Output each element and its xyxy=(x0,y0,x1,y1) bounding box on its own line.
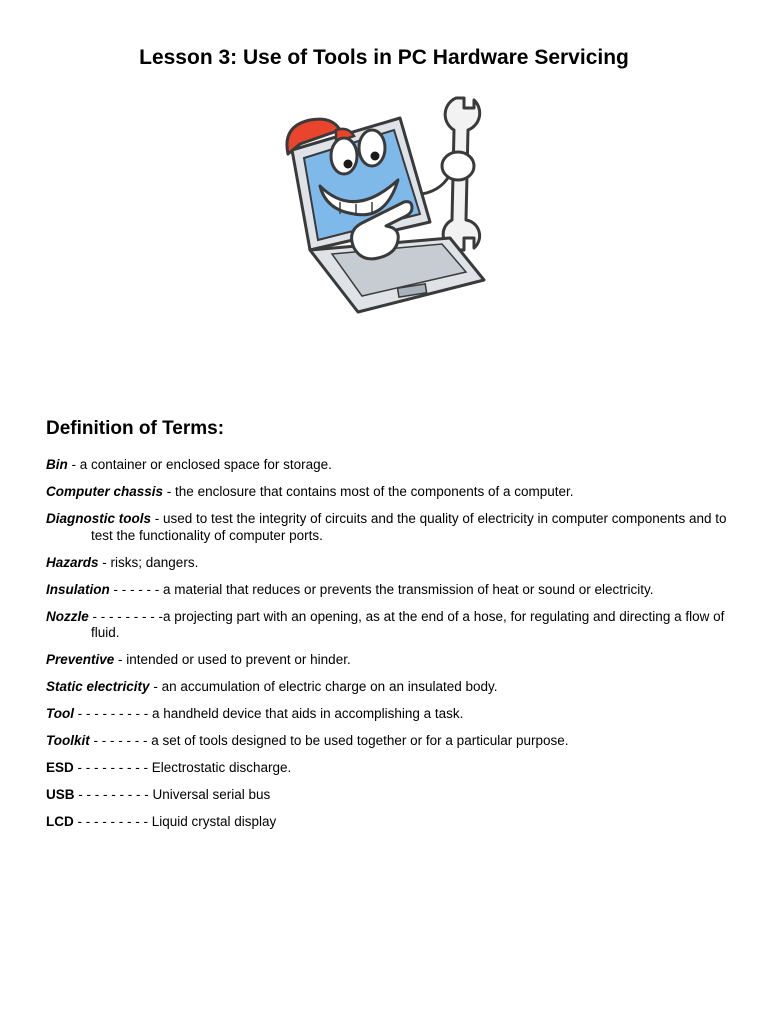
term-item xyxy=(46,484,736,501)
term-name: Insulation xyxy=(46,581,110,597)
term-definition: used to test the integrity of circuits and the quality of electricity in computer components and to test the functionality of computer ports. xyxy=(91,511,727,543)
term-item xyxy=(46,555,736,572)
laptop-base xyxy=(310,238,484,312)
term-item xyxy=(46,609,736,642)
term-definition: intended or used to prevent or hinder. xyxy=(126,652,351,667)
term-separator: - xyxy=(98,554,111,570)
term-definition: a projecting part with an opening, as at the end of a hose, for regulating and directing a flow of fluid. xyxy=(91,608,725,640)
term-definition: a material that reduces or prevents the transmission of heat or sound or electricity. xyxy=(162,581,654,597)
term-separator: - xyxy=(163,484,176,499)
term-separator: - - - - - - - - - xyxy=(73,760,152,775)
term-item xyxy=(46,679,736,696)
term-name: Computer chassis xyxy=(46,484,164,499)
term-item xyxy=(46,760,736,777)
term-separator: - - - - - - xyxy=(109,581,163,597)
term-name: Toolkit xyxy=(46,733,90,748)
term-definition: a set of tools designed to be used together or for a particular purpose. xyxy=(151,733,569,748)
term-separator: - xyxy=(151,511,164,526)
term-definition: Electrostatic discharge. xyxy=(151,760,292,775)
term-name: Bin xyxy=(46,457,68,472)
term-name: Static electricity xyxy=(46,679,150,694)
term-separator: - xyxy=(67,457,80,472)
term-name: Hazards xyxy=(46,554,99,570)
term-definition: an accumulation of electric charge on an insulated body. xyxy=(161,679,498,694)
term-item xyxy=(46,814,736,831)
term-definition: a container or enclosed space for storage. xyxy=(79,457,332,472)
term-name: Tool xyxy=(46,706,74,721)
term-separator: - - - - - - - - - xyxy=(74,787,153,802)
section-heading: Definition of Terms: xyxy=(46,418,225,439)
term-name: Diagnostic tools xyxy=(46,511,152,526)
terms-list xyxy=(46,457,736,841)
term-definition: risks; dangers. xyxy=(110,554,199,570)
term-separator: - xyxy=(114,652,127,667)
term-name: Nozzle xyxy=(46,608,89,624)
term-separator: - - - - - - - - - xyxy=(74,706,152,721)
term-definition: Liquid crystal display xyxy=(151,814,277,829)
term-separator: - xyxy=(149,679,162,694)
term-separator: - - - - - - - - - xyxy=(88,608,163,624)
term-item xyxy=(46,582,736,599)
term-item xyxy=(46,457,736,474)
term-name: ESD xyxy=(46,760,74,775)
page-title: Lesson 3: Use of Tools in PC Hardware Servicing xyxy=(139,46,629,69)
term-definition: Universal serial bus xyxy=(152,787,271,802)
term-definition: the enclosure that contains most of the components of a computer. xyxy=(175,484,574,499)
laptop-mascot-with-wrench-icon xyxy=(270,90,500,320)
term-name: Preventive xyxy=(46,652,115,667)
term-name: LCD xyxy=(46,814,74,829)
term-name: USB xyxy=(46,787,75,802)
term-item xyxy=(46,733,736,750)
term-separator: - - - - - - - xyxy=(89,733,152,748)
term-item xyxy=(46,511,736,544)
term-item xyxy=(46,706,736,723)
term-separator: - - - - - - - - - xyxy=(73,814,152,829)
right-hand xyxy=(442,152,474,180)
term-definition: a handheld device that aids in accomplishing a task. xyxy=(151,706,464,721)
term-item xyxy=(46,652,736,669)
term-item xyxy=(46,787,736,804)
